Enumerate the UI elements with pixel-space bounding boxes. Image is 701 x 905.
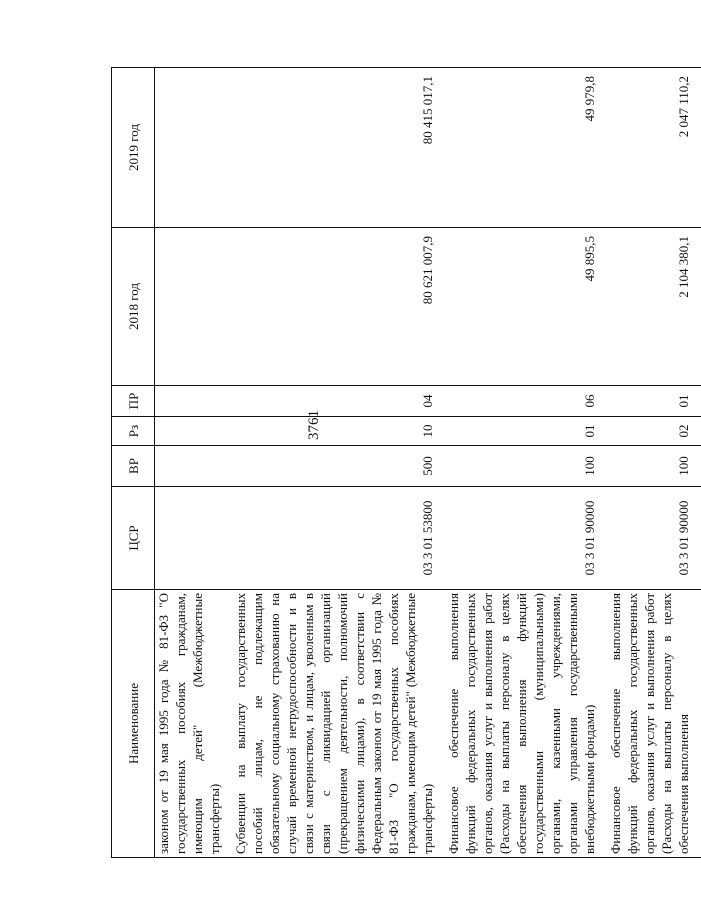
row-vr [155, 446, 233, 487]
table-header-row [112, 68, 155, 858]
table-row [445, 68, 607, 858]
row-2018: 2 104 380,1 [607, 228, 701, 386]
page-number: 3761 [306, 410, 322, 440]
row-csr: 03 3 01 90000 [607, 487, 701, 590]
row-2018: 49 895,5 [445, 228, 607, 386]
row-2019 [155, 68, 233, 228]
row-rz [155, 417, 233, 446]
row-vr: 100 [607, 446, 701, 487]
row-csr: 03 3 01 90000 [445, 487, 607, 590]
row-pr: 01 [607, 386, 701, 417]
row-name: Финансовое обеспечение выполнения функций федеральных государственных органов, оказания услуг и выполнения работ (Расходы на выплаты персоналу в целях обеспечения выполнения функций государственными (муниципальными) органами, казенными учреждениями, органами управления государственными внебюджетными фондами) [445, 590, 607, 858]
row-rz: 02 [607, 417, 701, 446]
header-2019: 2019 год [112, 68, 155, 228]
row-pr: 06 [445, 386, 607, 417]
row-name: Субвенции на выплату государственных пособий лицам, не подлежащим обязательному социальному страхованию на случай временной нетрудоспособности и в связи с материнством, и лицам, уволенным в связи с ликвидацией организаций (прекращением деятельности, полномочий физическими лицами), в соответствии с Федеральным законом от 19 мая 1995 года № 81-ФЗ "О государственных пособиях гражданам, имеющим детей" (Межбюджетные трансферты) [232, 590, 445, 858]
header-rz: Рз [112, 417, 155, 446]
budget-table-page [111, 68, 691, 858]
row-pr: 04 [232, 386, 445, 417]
row-2019: 49 979,8 [445, 68, 607, 228]
row-vr: 100 [445, 446, 607, 487]
table-row [232, 68, 445, 858]
header-2018: 2018 год [112, 228, 155, 386]
row-2018 [155, 228, 233, 386]
header-vr: ВР [112, 446, 155, 487]
row-name: Финансовое обеспечение выполнения функций федеральных государственных органов, оказания услуг и выполнения работ (Расходы на выплаты персоналу в целях обеспечения выполнения [607, 590, 701, 858]
row-name: законом от 19 мая 1995 года № 81-ФЗ "О государственных пособиях гражданам, имеющим детей" (Межбюджетные трансферты) [155, 590, 233, 858]
table-row [607, 68, 701, 858]
row-rz: 10 [232, 417, 445, 446]
header-name: Наименование [112, 590, 155, 858]
row-pr [155, 386, 233, 417]
row-2019: 80 415 017,1 [232, 68, 445, 228]
row-2019: 2 047 110,2 [607, 68, 701, 228]
header-csr: ЦСР [112, 487, 155, 590]
row-csr: 03 3 01 53800 [232, 487, 445, 590]
table-row [155, 68, 233, 858]
row-csr [155, 487, 233, 590]
row-rz: 01 [445, 417, 607, 446]
header-pr: ПР [112, 386, 155, 417]
row-vr: 500 [232, 446, 445, 487]
row-2018: 80 621 007,9 [232, 228, 445, 386]
budget-table [111, 67, 701, 858]
